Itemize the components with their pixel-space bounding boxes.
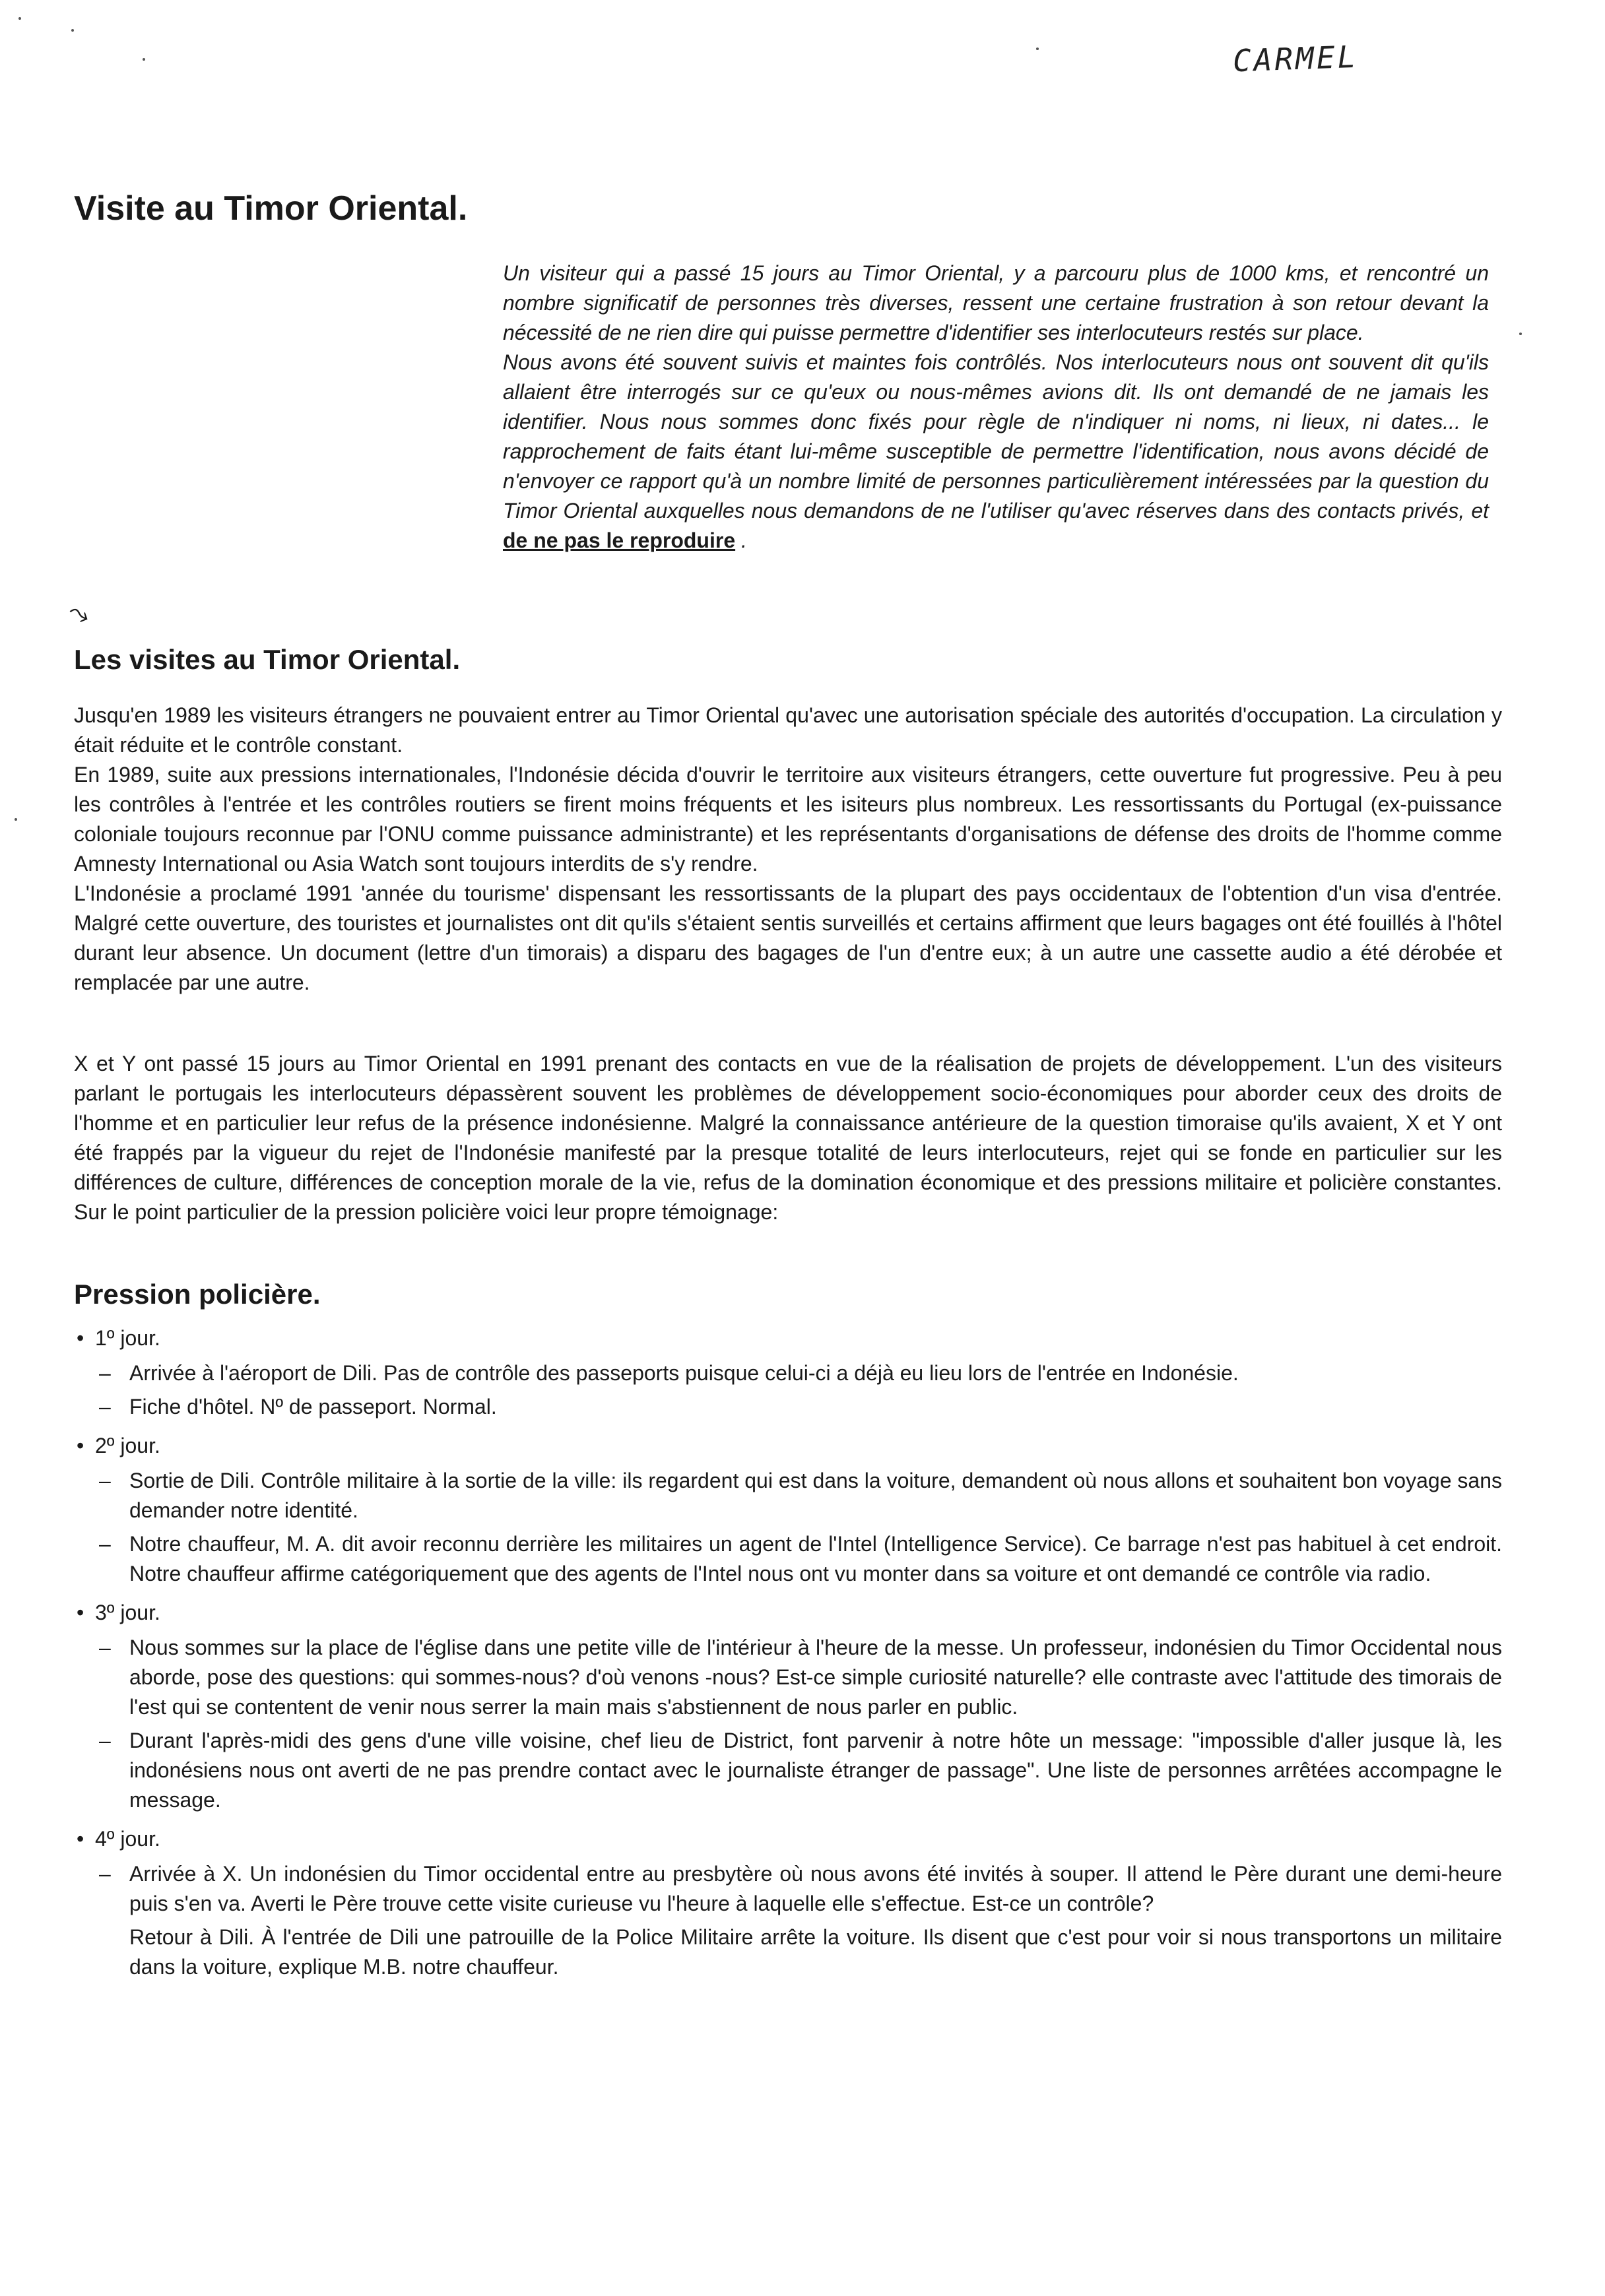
scan-speck	[143, 58, 145, 61]
day-heading	[74, 1598, 1502, 1628]
bullet-icon: •	[77, 1326, 84, 1350]
intro-paragraph-1: Un visiteur qui a passé 15 jours au Timor Oriental, y a parcouru plus de 1000 kms, et rencontré un nombre significatif de personnes très diverses, ressent une certaine frustration à son retour devant la nécessité de ne rien dire qui puisse permettre d'identifier ses interlocuteurs restés sur place.	[503, 261, 1489, 344]
list-item-continuation	[74, 1923, 1502, 1982]
handwritten-note: CARMEL	[1232, 38, 1359, 79]
item-text: Retour à Dili. À l'entrée de Dili une patrouille de la Police Militaire arrête la voiture. Ils disent que c'est pour voir si nous transportons un militaire dans la voiture, explique M.B. notre chauffeur.	[129, 1925, 1502, 1979]
intro-paragraph-2-text: Nous avons été souvent suivis et maintes fois contrôlés. Nos interlocuteurs nous ont souvent dit qu'ils allaient être interrogés sur ce qu'eux ou nous-mêmes avions dit. Ils ont demandé de ne jamais les identifier. Nous nous sommes donc fixés pour règle de n'indiquer ni noms, ni lieux, ni dates... le rapprochement de faits étant lui-même susceptible de permettre l'identification, nous avons décidé de n'envoyer ce rapport qu'à un nombre limité de personnes particulièrement intéressées par la question du Timor Oriental auxquelles nous demandons de ne l'utiliser qu'avec réserves dans des contacts privés, et	[503, 350, 1489, 523]
item-text: Sortie de Dili. Contrôle militaire à la sortie de la ville: ils regardent qui est dans la voiture, demandent où nous allons et souhaitent bon voyage sans demander notre identité.	[129, 1469, 1502, 1522]
day-label: 3º jour.	[95, 1601, 160, 1624]
dash-icon: –	[99, 1532, 111, 1556]
list-item	[74, 1529, 1502, 1589]
document-title: Visite au Timor Oriental.	[74, 189, 468, 228]
section-heading-pression: Pression policière.	[74, 1279, 321, 1310]
scan-speck	[18, 17, 21, 20]
day-entry	[74, 1323, 1502, 1422]
bullet-icon: •	[77, 1434, 84, 1457]
dash-icon: –	[99, 1395, 111, 1419]
scan-speck	[71, 29, 74, 32]
days-list	[74, 1323, 1502, 1991]
dash-icon: –	[99, 1729, 111, 1752]
body-paragraph: L'Indonésie a proclamé 1991 'année du tourisme' dispensant les ressortissants de la plupart des pays occidentaux de l'obtention d'un visa d'entrée. Malgré cette ouverture, des touristes et journalistes ont dit qu'ils s'étaient sentis surveillés et certains affirment que leurs bagages ont été fouillés à l'hôtel durant leur absence. Un document (lettre d'un timorais) a disparu des bagages de l'un d'entre eux; à un autre une cassette audio a été dérobée et remplacée par une autre.	[74, 881, 1502, 994]
intro-block	[503, 259, 1489, 556]
intro-paragraph-2	[503, 348, 1489, 556]
day-heading	[74, 1323, 1502, 1353]
day-label: 1º jour.	[95, 1326, 160, 1350]
day-items	[74, 1358, 1502, 1422]
list-item	[74, 1726, 1502, 1815]
day-items	[74, 1466, 1502, 1589]
day-items	[74, 1633, 1502, 1815]
day-entry	[74, 1824, 1502, 1982]
item-text: Arrivée à X. Un indonésien du Timor occidental entre au presbytère où nous avons été invités à souper. Il attend le Père durant une demi-heure puis s'en va. Averti le Père trouve cette visite curieuse vu l'heure à laquelle elle s'effectue. Est-ce un contrôle?	[129, 1862, 1502, 1915]
list-item	[74, 1859, 1502, 1919]
day-entry	[74, 1598, 1502, 1815]
underlined-phrase: de ne pas le reproduire	[503, 528, 736, 552]
list-item	[74, 1392, 1502, 1422]
dash-icon: –	[99, 1636, 111, 1659]
scan-speck	[15, 818, 17, 821]
day-label: 2º jour.	[95, 1434, 160, 1457]
day-items	[74, 1859, 1502, 1982]
bullet-icon: •	[77, 1601, 84, 1624]
list-item	[74, 1466, 1502, 1525]
list-item	[74, 1358, 1502, 1388]
item-text: Arrivée à l'aéroport de Dili. Pas de contrôle des passeports puisque celui-ci a déjà eu lieu lors de l'entrée en Indonésie.	[129, 1361, 1239, 1385]
day-label: 4º jour.	[95, 1827, 160, 1851]
section-xy-body	[74, 1049, 1502, 1227]
scan-speck	[1036, 48, 1039, 50]
list-item	[74, 1633, 1502, 1722]
item-text: Notre chauffeur, M. A. dit avoir reconnu derrière les militaires un agent de l'Intel (Intelligence Service). Ce barrage n'est pas habituel à cet endroit. Notre chauffeur affirme catégoriquement que des agents de l'Intel nous ont vu monter dans sa voiture et ont demandé ce contrôle via radio.	[129, 1532, 1502, 1585]
body-paragraph: Jusqu'en 1989 les visiteurs étrangers ne pouvaient entrer au Timor Oriental qu'avec une autorisation spéciale des autorités d'occupation. La circulation y était réduite et le contrôle constant.	[74, 703, 1502, 757]
dash-icon: –	[99, 1469, 111, 1492]
item-text: Durant l'après-midi des gens d'une ville voisine, chef lieu de District, font parvenir à notre hôte un message: "impossible d'aller jusque là, les indonésiens nous ont averti de ne pas prendre contact avec le journaliste étranger de passage". Une liste de personnes arrêtées accompagne le message.	[129, 1729, 1502, 1812]
section-heading-visites: Les visites au Timor Oriental.	[74, 644, 461, 675]
handwritten-arrow-icon: ⤳	[63, 596, 96, 631]
body-paragraph-xy: X et Y ont passé 15 jours au Timor Oriental en 1991 prenant des contacts en vue de la réalisation de projets de développement. L'un des visiteurs parlant le portugais les interlocuteurs dépassèrent souvent les problèmes de développement socio-économiques pour aborder ceux des droits de l'homme et en particulier leur refus de la présence indonésienne. Malgré la connaissance antérieure de la question timoraise qu'ils avaient, X et Y ont été frappés par la vigueur du rejet de l'Indonésie manifesté par la presque totalité de leurs interlocuteurs, rejet qui se fonde en particulier sur les différences de culture, différences de conception morale de la vie, refus de la domination économique et des pressions militaire et policière constantes. Sur le point particulier de la pression policière voici leur propre témoignage:	[74, 1052, 1502, 1224]
dash-icon: –	[99, 1862, 111, 1886]
day-heading	[74, 1431, 1502, 1461]
day-entry	[74, 1431, 1502, 1589]
dash-icon: –	[99, 1361, 111, 1385]
section-visites-body	[74, 701, 1502, 998]
bullet-icon: •	[77, 1827, 84, 1851]
scan-speck	[1519, 333, 1522, 335]
intro-paragraph-2-end: .	[741, 528, 747, 552]
day-heading	[74, 1824, 1502, 1854]
body-paragraph: En 1989, suite aux pressions internationales, l'Indonésie décida d'ouvrir le territoire aux visiteurs étrangers, cette ouverture fut progressive. Peu à peu les contrôles à l'entrée et les contrôles routiers se firent moins fréquents et les isiteurs plus nombreux. Les ressortissants du Portugal (ex-puissance coloniale toujours reconnue par l'ONU comme puissance administrante) et les représentants d'organisations de défense des droits de l'homme comme Amnesty International ou Asia Watch sont toujours interdits de s'y rendre.	[74, 763, 1502, 876]
item-text: Fiche d'hôtel. Nº de passeport. Normal.	[129, 1395, 497, 1419]
item-text: Nous sommes sur la place de l'église dans une petite ville de l'intérieur à l'heure de la messe. Un professeur, indonésien du Timor Occidental nous aborde, pose des questions: qui sommes-nous? d'où venons -nous? Est-ce simple curiosité naturelle? elle contraste avec l'attitude des timorais de l'est qui se contentent de venir nous serrer la main mais s'abstiennent de nous parler en public.	[129, 1636, 1502, 1719]
